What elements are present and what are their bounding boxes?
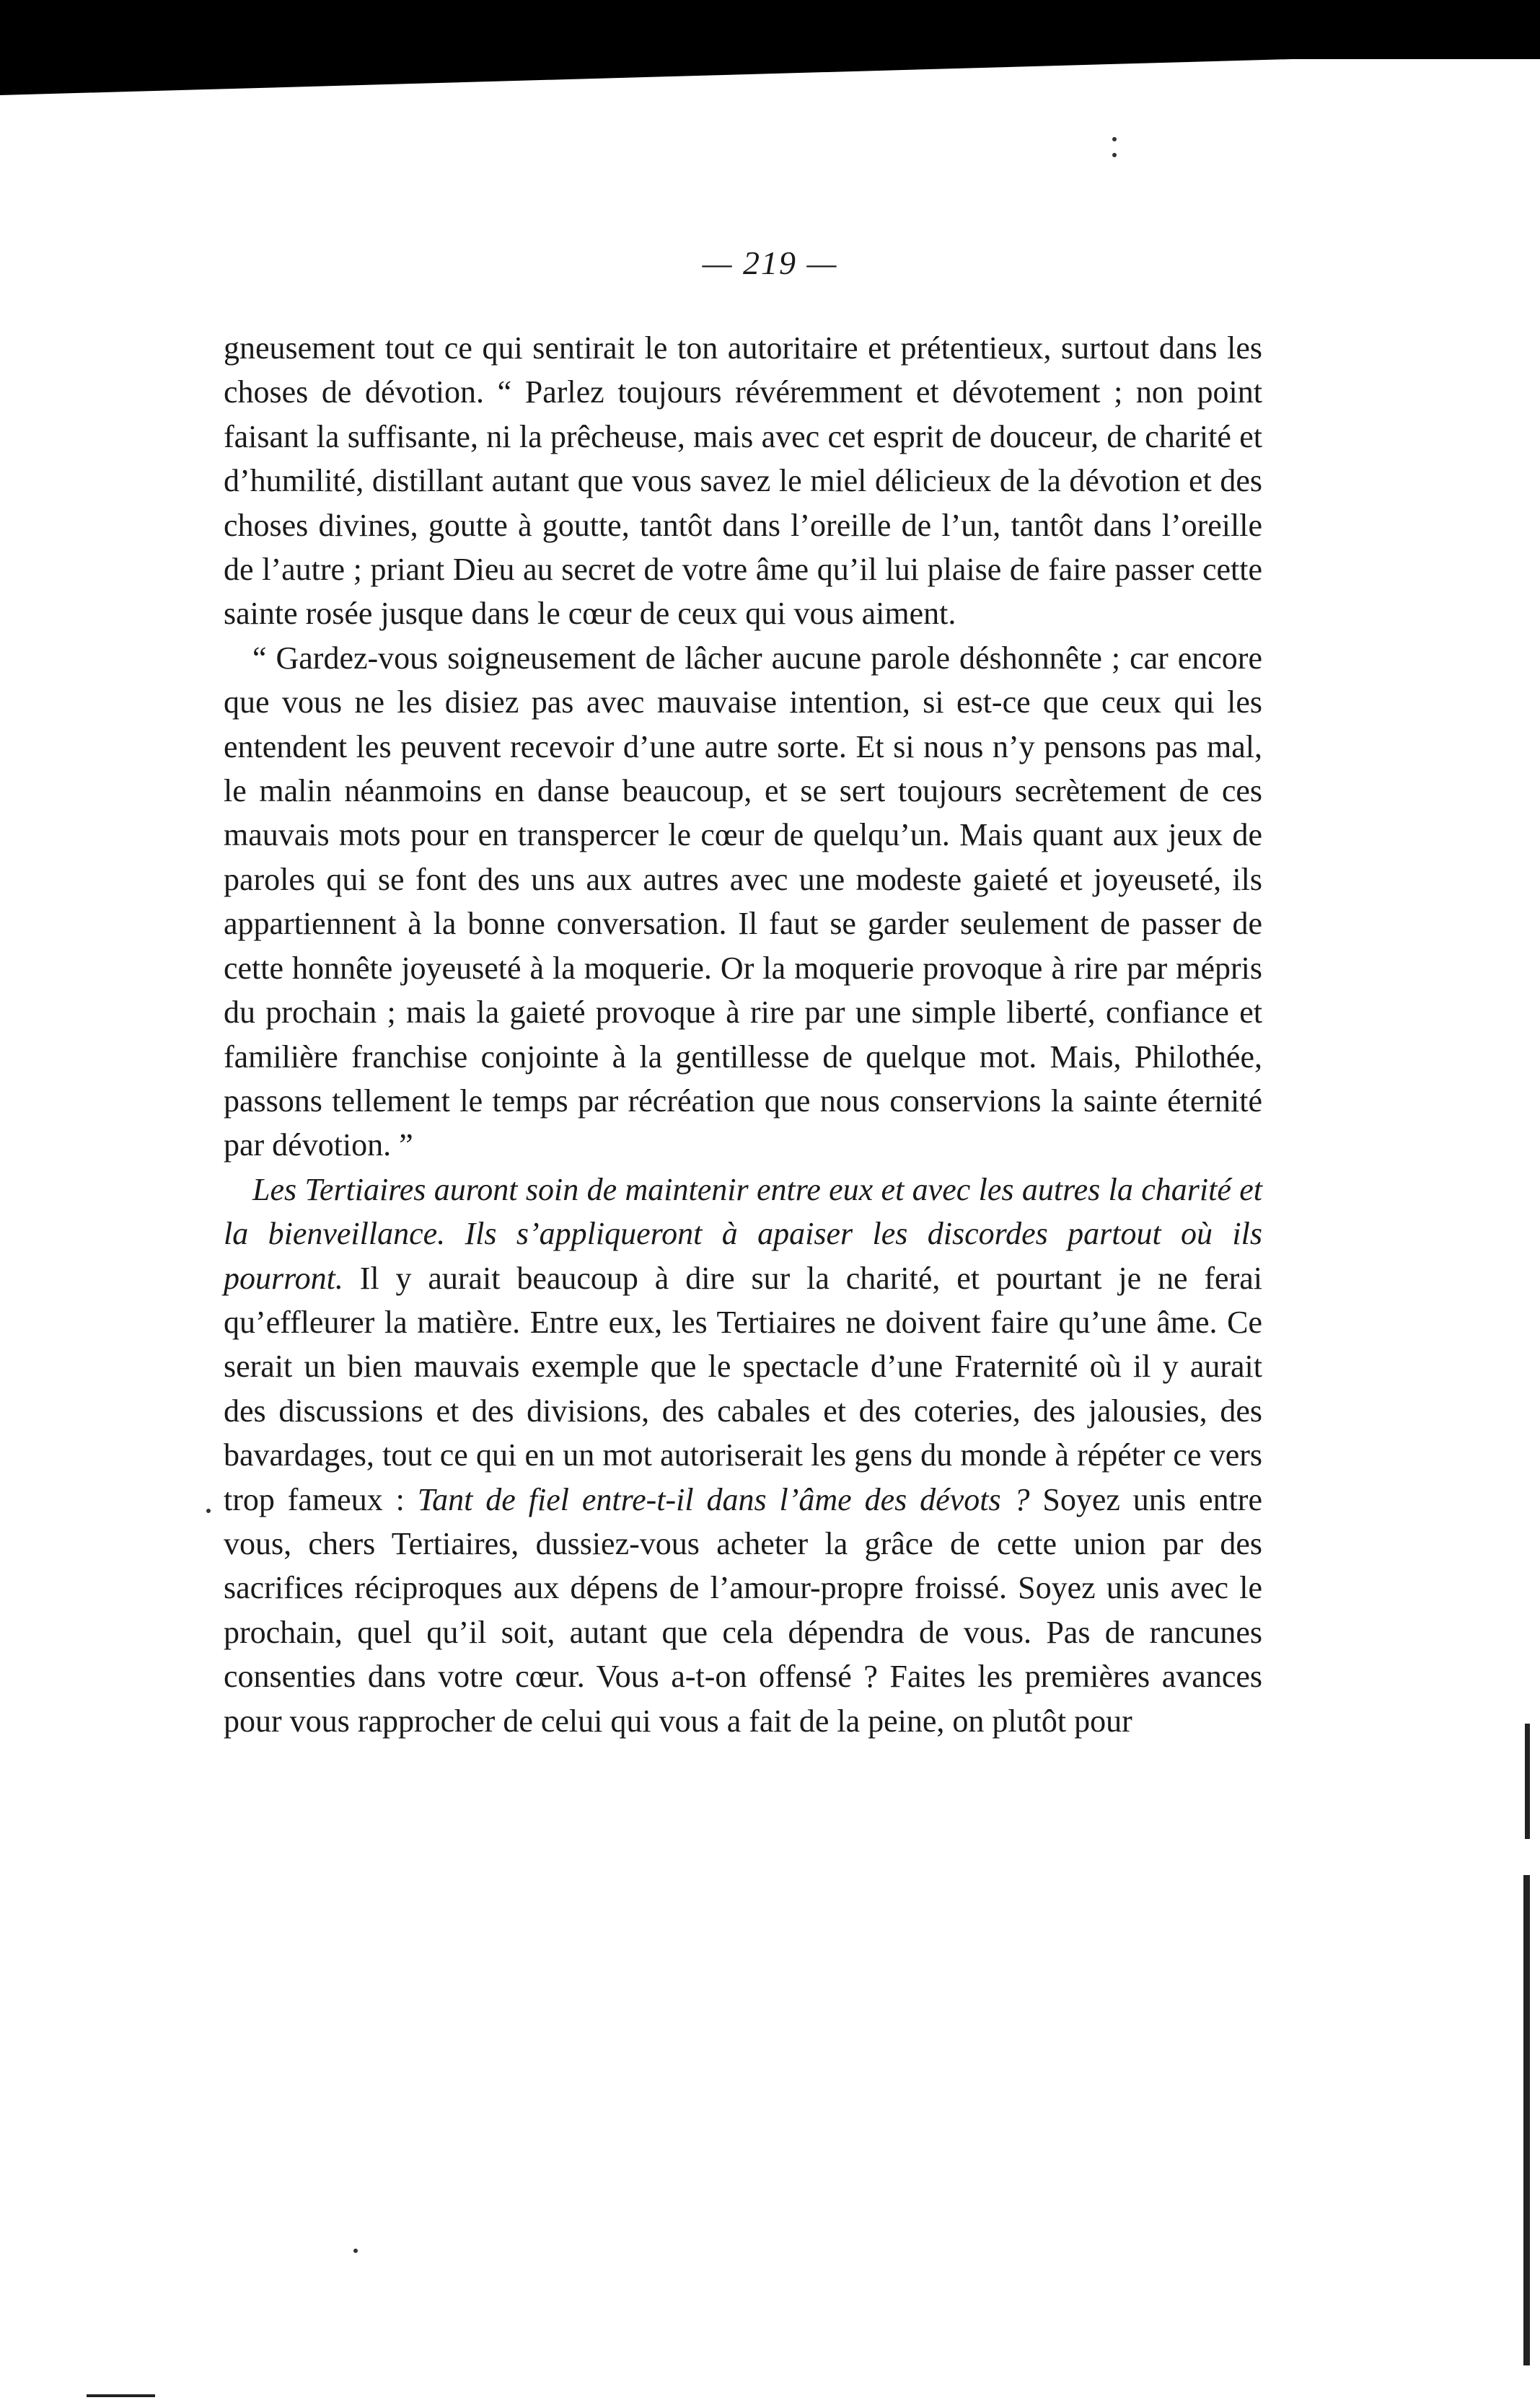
paragraph-2-text: “ Gardez-vous soigneusement de lâcher aucune parole déshonnête ; car encore que vous ne les disiez pas avec mauvaise intention, si est-ce que ceux qui les entendent les peuvent recevoir d’une autre sorte. Et si nous n’y pensons pas mal, le malin néanmoins en danse beaucoup, et se sert toujours secrètement de ces mauvais mots pour en transpercer le cœur de quelqu’un. Mais quant aux jeux de paroles qui se font des uns aux autres avec une modeste gaieté et joyeuseté, ils appartiennent à la bonne conversation. Il faut se garder seulement de passer de cette honnête joyeuseté à la moquerie. Or la moquerie provoque à rire par mépris du prochain ; mais la gaieté provoque à rire par une simple liberté, confiance et familière franchise conjointe à la gentillesse de quelque mot. Mais, Philothée, passons tellement le temps par récréation que nous conservions la sainte éternité par dévotion. ”: [224, 640, 1262, 1163]
paragraph-2: [224, 636, 1262, 1168]
scan-speck: [353, 2249, 358, 2253]
scan-bottom-dash: [87, 2394, 155, 2397]
paragraph-3-text-a: Il y aurait beaucoup à dire sur la charité, et pourtant je ne ferai qu’effleurer la matière. Entre eux, les Tertiaires ne doivent faire qu’une âme. Ce serait un bien mauvais exemple que le spectacle d’une Fraternité où il y aurait des discussions et des divisions, des cabales et des coteries, des jalousies, des bavardages, tout ce qui en un mot autoriserait les gens du monde à répéter ce vers trop fameux :: [224, 1260, 1262, 1517]
scan-right-edge-bar: [1523, 1875, 1530, 2365]
verse-quote-italic: Tant de fiel entre-t-il dans l’âme des dévots ?: [417, 1481, 1030, 1517]
paragraph-3-text-b: Soyez unis entre vous, chers Tertiaires, dussiez-vous acheter la grâce de cette union par des sacrifices réciproques aux dépens de l’amour-propre froissé. Soyez unis avec le prochain, quel qu’il soit, autant que cela dépendra de vous. Pas de rancunes consenties dans votre cœur. Vous a-t-on offensé ? Faites les premières avances pour vous rapprocher de celui qui vous a fait de la peine, on plutôt pour: [224, 1481, 1262, 1739]
scan-speck: [206, 1509, 211, 1513]
page-number: — 219 —: [702, 244, 838, 281]
scan-speck: [1112, 137, 1117, 141]
paragraph-3: [224, 1168, 1262, 1743]
scan-right-edge-mark: [1525, 1724, 1530, 1839]
page-body: [224, 326, 1262, 1743]
rule-quote-italic: Les Tertiaires auront soin de maintenir entre eux et avec les autres la charité et la bienveillance. Ils s’appliqueront à apaiser les discordes partout où ils pourront.: [224, 1171, 1262, 1296]
paragraph-1-text: gneusement tout ce qui sentirait le ton autoritaire et prétentieux, surtout dans les choses de dévotion. “ Parlez toujours révéremment et dévotement ; non point faisant la suffisante, ni la prêcheuse, mais avec cet esprit de douceur, de charité et d’humilité, distillant autant que vous savez le miel délicieux de la dévotion et des choses divines, goutte à goutte, tantôt dans l’oreille de l’un, tantôt dans l’oreille de l’autre ; priant Dieu au secret de votre âme qu’il lui plaise de faire passer cette sainte rosée jusque dans le cœur de ceux qui vous aiment.: [224, 330, 1262, 632]
paragraph-1: [224, 326, 1262, 636]
scan-speck: [1112, 153, 1117, 157]
scan-border-top: [0, 0, 1540, 101]
